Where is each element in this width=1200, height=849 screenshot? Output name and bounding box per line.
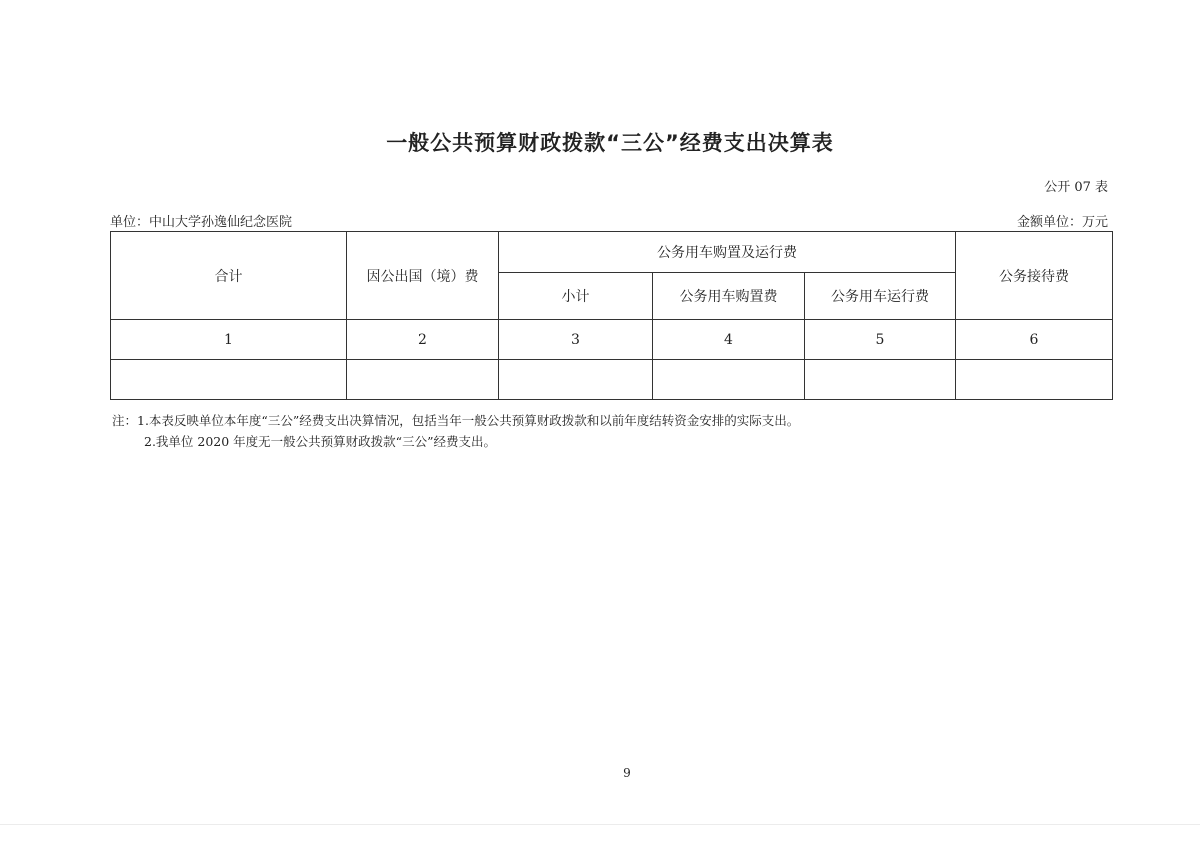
unit-label: 单位：中山大学孙逸仙纪念医院 bbox=[110, 215, 293, 230]
expenditure-table bbox=[110, 231, 1113, 400]
col-number: 6 bbox=[956, 320, 1113, 360]
notes bbox=[112, 410, 799, 452]
value-row bbox=[111, 360, 1113, 400]
header-purchase: 公务用车购置费 bbox=[653, 273, 805, 320]
col-number: 5 bbox=[805, 320, 956, 360]
note-line-2: 2.我单位 2020 年度无一般公共预算财政拨款“三公”经费支出。 bbox=[144, 434, 496, 449]
document-title: 一般公共预算财政拨款“三公”经费支出决算表 bbox=[386, 131, 834, 155]
header-operation: 公务用车运行费 bbox=[805, 273, 956, 320]
header-subtotal: 小计 bbox=[499, 273, 653, 320]
page-number: 9 bbox=[623, 766, 631, 780]
header-total: 合计 bbox=[111, 232, 347, 320]
col-number: 2 bbox=[347, 320, 499, 360]
form-number: 公开 07 表 bbox=[1044, 180, 1108, 195]
value-cell bbox=[956, 360, 1113, 400]
money-unit-label: 金额单位：万元 bbox=[1016, 215, 1108, 230]
col-number: 4 bbox=[653, 320, 805, 360]
header-abroad: 因公出国（境）费 bbox=[347, 232, 499, 320]
value-cell bbox=[805, 360, 956, 400]
value-cell bbox=[653, 360, 805, 400]
note-line-1: 注：1.本表反映单位本年度“三公”经费支出决算情况，包括当年一般公共预算财政拨款和以前年度结转资金安排的实际支出。 bbox=[112, 413, 800, 428]
header-reception: 公务接待费 bbox=[956, 232, 1113, 320]
col-number: 3 bbox=[499, 320, 653, 360]
col-number: 1 bbox=[111, 320, 347, 360]
header-vehicle-group: 公务用车购置及运行费 bbox=[499, 232, 956, 273]
scan-edge-divider bbox=[0, 824, 1200, 825]
value-cell bbox=[347, 360, 499, 400]
value-cell bbox=[499, 360, 653, 400]
column-number-row bbox=[111, 320, 1113, 360]
value-cell bbox=[111, 360, 347, 400]
